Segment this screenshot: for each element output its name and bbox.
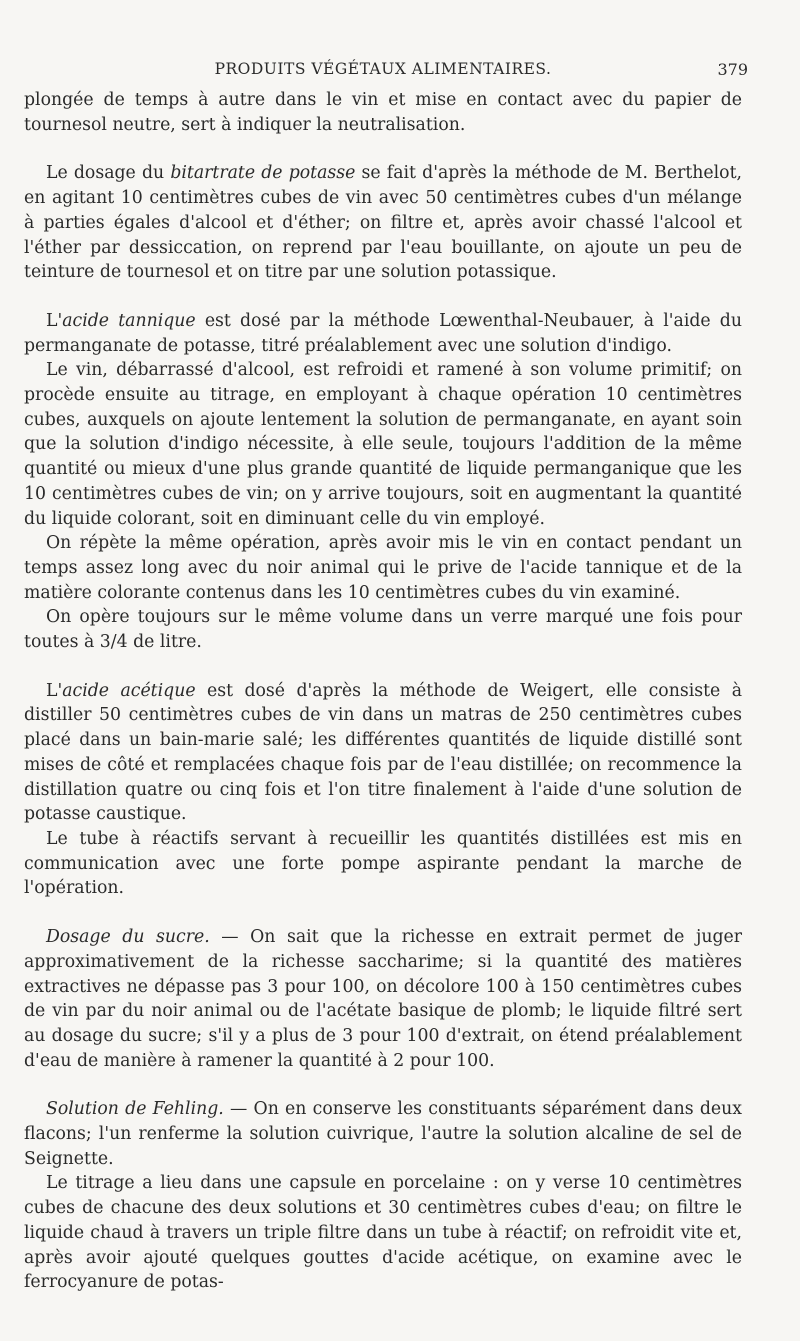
paragraph-noir-animal: On répète la même opération, après avoir mis le vin en contact pendant un temps assez long avec du noir animal qui le prive de l'acide tannique et de la matière colorante contenus dans les 10 centimètres cubes du vin examiné.: [24, 533, 742, 603]
paragraph-acide-tannique: L'acide tannique est dosé par la méthode Lœwenthal-Neubauer, à l'aide du permanganate de potasse, titré préalablement avec une solution d'indigo.: [24, 310, 742, 356]
paragraph-titrage-capsule: Le titrage a lieu dans une capsule en porcelaine : on y verse 10 centimètres cubes de chacune des deux solutions et 30 centimètres cubes d'eau; on filtre le liquide chaud à travers un triple filtre dans un tube à réactif; on refroidit vite et, après avoir ajouté quelques gouttes d'acide acétique, on examine avec le ferrocyanure de potas-: [24, 1173, 742, 1293]
paragraph-tube-reactifs: Le tube à réactifs servant à recueillir les quantités distillées est mis en communication avec une forte pompe aspirante pendant la marche de l'opération.: [24, 828, 742, 899]
heading-dosage-sucre: Dosage du sucre.: [46, 927, 210, 948]
term-bitartrate: bitartrate de potasse: [170, 163, 356, 184]
paragraph-continuation: plongée de temps à autre dans le vin et mise en contact avec du papier de tournesol neutre, sert à indiquer la neutralisation.: [24, 90, 742, 135]
document-page: [24, 56, 748, 1295]
paragraph-bitartrate: Le dosage du bitartrate de potasse se fait d'après la méthode de M. Berthelot, en agitant 10 centimètres cubes de vin avec 50 centimètres cubes d'un mélange à parties égales d'alcool et d'éther; on filtre et, après avoir chassé l'alcool et l'éther par dessiccation, on reprend par l'eau bouillante, on ajoute un peu de teinture de tournesol et on titre par une solution potassique.: [24, 163, 743, 283]
page-number: 379: [717, 60, 748, 79]
paragraph-vin-titrage: Le vin, débarrassé d'alcool, est refroidi et ramené à son volume primitif; on procède ensuite au titrage, en employant à chaque opération 10 centimètres cubes, auxquels on ajoute lentement la solution de permanganate, en ayant soin que la solution d'indigo nécessite, à elle seule, toujours l'addition de la même quantité ou mieux d'une plus grande quantité de liquide permanganique que les 10 centimètres cubes de vin; on y arrive toujours, soit en augmentant la quantité du liquide colorant, soit en diminuant celle du vin employé.: [24, 360, 742, 529]
paragraph-dosage-sucre: Dosage du sucre. — On sait que la richesse en extrait permet de juger approximativement de la richesse saccharime; si la quantité des matières extractives ne dépasse pas 3 pour 100, on décolore 100 à 150 centimètres cubes de vin par du noir animal ou de l'acétate basique de plomb; le liquide filtré sert au dosage du sucre; s'il y a plus de 3 pour 100 d'extrait, on étend préalablement d'eau de manière à ramener la quantité à 2 pour 100.: [24, 927, 742, 1071]
term-acide-acetique: acide acétique: [62, 680, 196, 701]
page-header: [24, 56, 748, 86]
term-acide-tannique: acide tannique: [62, 310, 196, 331]
paragraph-volume: On opère toujours sur le même volume dans un verre marqué une fois pour toutes à 3/4 de litre.: [24, 607, 742, 653]
paragraph-solution-fehling: Solution de Fehling. — On en conserve les constituants séparément dans deux flacons; l'un renferme la solution cuivrique, l'autre la solution alcaline de sel de Seignette.: [24, 1099, 742, 1169]
heading-solution-fehling: Solution de Fehling.: [46, 1099, 224, 1120]
paragraph-acide-acetique: L'acide acétique est dosé d'après la méthode de Weigert, elle consiste à distiller 50 centimètres cubes de vin dans un matras de 250 centimètres cubes placé dans un bain-marie salé; les différentes quantités de liquide distillé sont mises de côté et remplacées chaque fois par de l'eau distillée; on recommence la distillation quatre ou cinq fois et l'on titre finalement à l'aide d'une solution de potasse caustique.: [24, 680, 743, 825]
running-head: PRODUITS VÉGÉTAUX ALIMENTAIRES.: [214, 60, 552, 78]
